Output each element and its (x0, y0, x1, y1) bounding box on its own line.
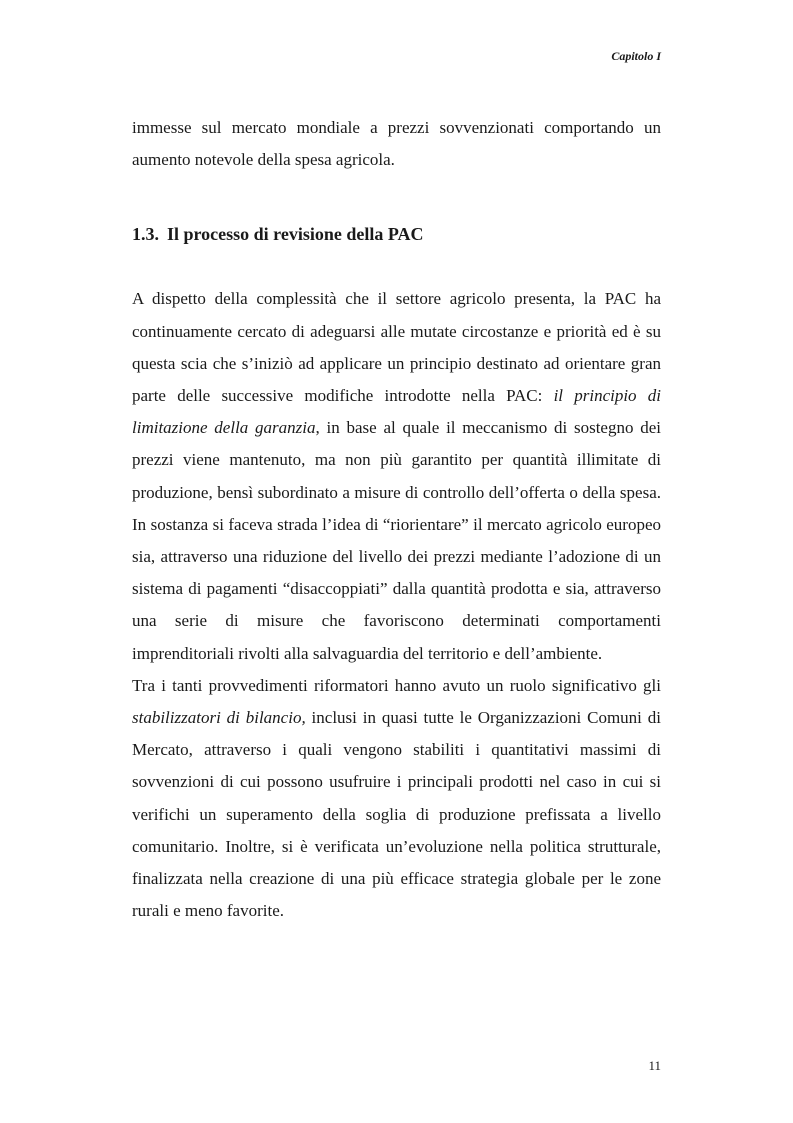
page-body (132, 112, 661, 927)
paragraph-pac-revision (132, 283, 661, 669)
section-heading (132, 218, 661, 250)
budget-stabilizers: stabilizzatori di bilancio, (132, 708, 306, 728)
paragraph-reform-measures (132, 670, 661, 928)
paragraph-pac-revision-part-1: A dispetto della complessità che il settore agricolo presenta, la PAC ha continuamente cercato di adeguarsi alle mutate circostanze e priorità ed è su questa scia che s’iniziò ad applicare un principio destinato ad orientare gran parte delle successive modifiche introdotte nella PAC: (132, 289, 661, 406)
paragraph-reform-measures-part-2: inclusi in quasi tutte le Organizzazioni Comuni di Mercato, attraverso i quali vengono stabiliti i quantitativi massimi di sovvenzioni di cui possono usufruire i principali prodotti nel caso in cui si verifichi un superamento della soglia di produzione prefissata a livello comunitario. Inoltre, si è verificata un’evoluzione nella politica strutturale, finalizzata nella creazione di una più efficace strategia globale per le zone rurali e meno favorite. (132, 708, 661, 921)
page-number: 11 (648, 1058, 661, 1073)
paragraph-continuation: immesse sul mercato mondiale a prezzi sovvenzionati comportando un aumento notevole della spesa agricola. (132, 118, 661, 170)
chapter-header: Capitolo I (611, 49, 661, 63)
paragraph-pac-revision-part-2: , in base al quale il meccanismo di sostegno dei prezzi viene mantenuto, ma non più garantito per quantità illimitate di produzione, bensì subordinato a misure di controllo dell’offerta o della spesa. In sostanza si faceva strada l’idea di “riorientare” il mercato agricolo europeo sia, attraverso una riduzione del livello dei prezzi mediante l’adozione di un sistema di pagamenti “disaccoppiati” dalla quantità prodotta e sia, attraverso una serie di misure che favoriscono determinati comportamenti imprenditoriali rivolti alla salvaguardia del territorio e dell’ambiente. (132, 418, 661, 663)
section-number: 1.3. (132, 224, 159, 245)
guarantee-limitation-principle: il principio di limitazione della garanzia (132, 386, 661, 438)
section-title: Il processo di revisione della PAC (167, 224, 424, 245)
paragraph-reform-measures-part-1: Tra i tanti provvedimenti riformatori hanno avuto un ruolo significativo gli (132, 675, 661, 695)
